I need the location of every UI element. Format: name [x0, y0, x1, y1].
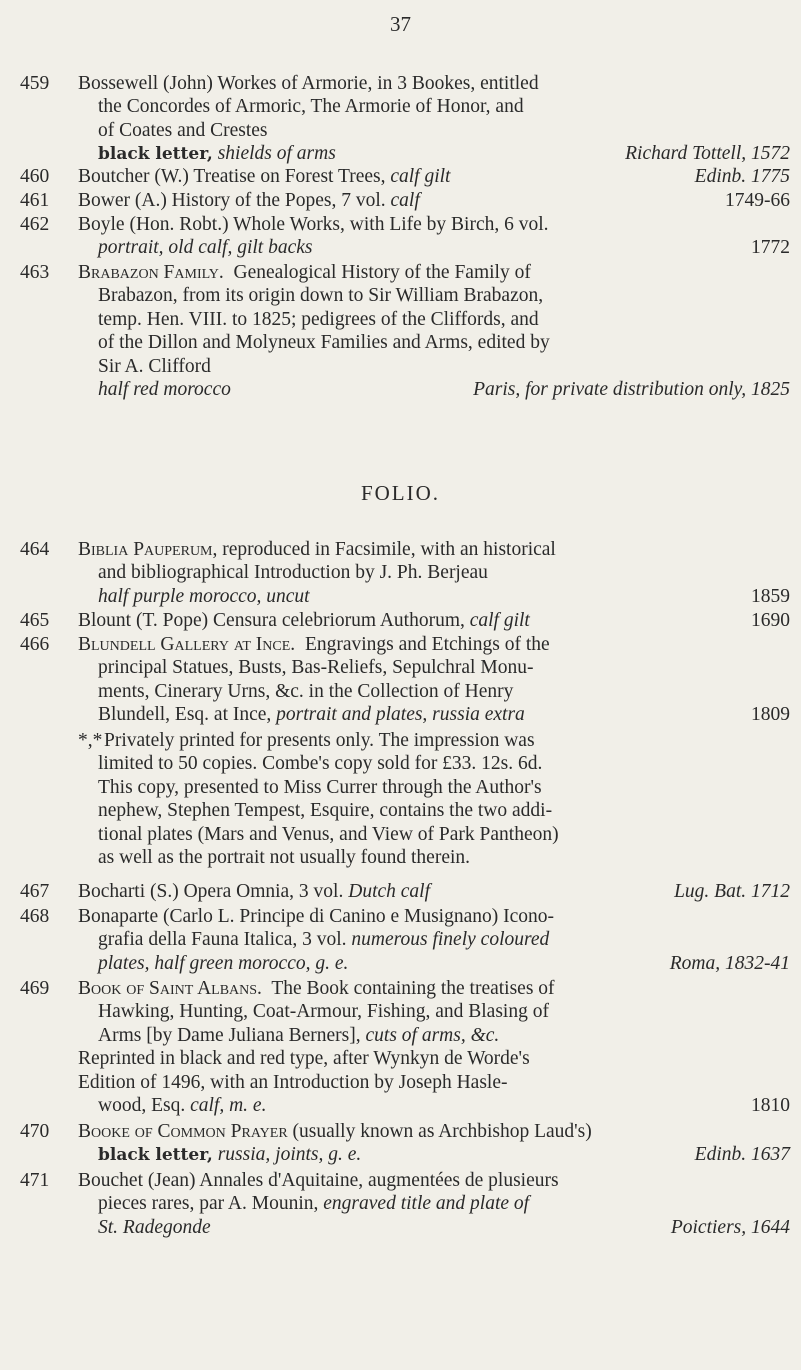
- catalogue-entry-471: [20, 1169, 790, 1239]
- imprint: 1749-66: [725, 190, 790, 211]
- lot-number: 463: [20, 262, 50, 283]
- imprint: Edinb. 1775: [694, 166, 790, 187]
- entry-line: nephew, Stephen Tempest, Esquire, contains the two addi-: [98, 800, 553, 822]
- lot-number: 460: [20, 166, 50, 187]
- lot-number: 461: [20, 190, 50, 211]
- entry-line: [78, 977, 790, 1000]
- entry-line: Bouchet (Jean) Annales d'Aquitaine, augmentées de plusieurs: [78, 1170, 559, 1191]
- entry-line: [78, 236, 790, 259]
- description: shields of arms: [217, 143, 336, 165]
- title: Genealogical History of the Family of: [233, 262, 531, 283]
- binding: portrait, old calf, gilt backs: [98, 237, 313, 259]
- entry-line: as well as the portrait not usually found therein.: [98, 847, 471, 869]
- asterism: *,*: [78, 730, 103, 751]
- imprint: 1690: [751, 610, 790, 631]
- entry-line: [78, 633, 790, 656]
- entry-line: This copy, presented to Miss Currer through the Author's: [98, 776, 542, 798]
- entry-line: tional plates (Mars and Venus, and View of Park Pantheon): [98, 823, 559, 845]
- catalogue-entry-465: [20, 609, 790, 632]
- entry-line: limited to 50 copies. Combe's copy sold for £33. 12s. 6d.: [98, 753, 543, 775]
- imprint: Lug. Bat. 1712: [674, 881, 790, 902]
- imprint: Richard Tottell, 1572: [625, 143, 790, 165]
- entry-line: Reprinted in black and red type, after Wynkyn de Worde's: [78, 1048, 530, 1070]
- entry-line: [78, 142, 790, 166]
- lot-number: 467: [20, 881, 50, 902]
- entry-line: [78, 1120, 790, 1143]
- entry-line: [78, 1143, 790, 1167]
- entry-line: [78, 165, 790, 188]
- imprint: 1810: [751, 1095, 790, 1117]
- catalogue-entry-460: [20, 165, 790, 188]
- entry-line: [78, 703, 790, 726]
- entry-line: Boyle (Hon. Robt.) Whole Works, with Life by Birch, 6 vol.: [78, 214, 549, 235]
- lot-number: 466: [20, 634, 50, 655]
- entry-line: ments, Cinerary Urns, &c. in the Collection of Henry: [98, 680, 514, 702]
- entry-line: of Coates and Crestes: [98, 119, 268, 141]
- binding: half red morocco: [98, 379, 231, 401]
- entry-line: Brabazon, from its origin down to Sir William Brabazon,: [98, 285, 544, 307]
- binding: plates, half green morocco, g. e.: [98, 952, 349, 974]
- entry-line: principal Statues, Busts, Bas-Reliefs, Sepulchral Monu-: [98, 657, 534, 679]
- catalogue-entry-461: [20, 189, 790, 212]
- catalogue-entry-466: [20, 633, 790, 727]
- binding: Dutch calf: [348, 881, 431, 902]
- lot-number: 468: [20, 906, 50, 927]
- lot-number: 459: [20, 73, 50, 94]
- catalogue-entry-470: [20, 1120, 790, 1168]
- lot-number: 469: [20, 978, 50, 999]
- binding-type: black letter,: [98, 144, 213, 165]
- section-heading: FOLIO.: [360, 481, 441, 505]
- title: Arms [by Dame Juliana Berners],: [98, 1024, 361, 1046]
- entry-line: [78, 928, 790, 951]
- entry-line: the Concordes of Armoric, The Armorie of Honor, and: [98, 96, 524, 118]
- catalogue-entry-469: [20, 977, 790, 1117]
- title: Bower (A.) History of the Popes, 7 vol.: [78, 190, 386, 211]
- lot-number: 464: [20, 539, 50, 560]
- heading: Biblia Pauperum,: [78, 539, 218, 560]
- catalogue-entry-459: [20, 72, 790, 167]
- title: Bocharti (S.) Opera Omnia, 3 vol.: [78, 881, 344, 902]
- entry-line: [78, 880, 790, 903]
- catalogue-entry-463: [20, 261, 790, 401]
- imprint: 1859: [751, 585, 790, 607]
- binding-type: black letter,: [98, 1145, 213, 1166]
- description: cuts of arms, &c.: [365, 1024, 500, 1046]
- title: wood, Esq.: [98, 1095, 186, 1117]
- title: pieces rares, par A. Mounin,: [98, 1193, 319, 1215]
- description: Blundell, Esq. at Ince,: [98, 704, 272, 726]
- title: The Book containing the treatises of: [271, 978, 555, 999]
- entry-line: Sir A. Clifford: [98, 355, 211, 377]
- entry-line: [78, 378, 790, 401]
- entry-line: of the Dillon and Molyneux Families and Arms, edited by: [98, 332, 550, 354]
- catalogue-note: [20, 729, 790, 869]
- title: reproduced in Facsimile, with an historical: [222, 539, 556, 560]
- entry-line: temp. Hen. VIII. to 1825; pedigrees of the Cliffords, and: [98, 308, 539, 330]
- imprint: 1772: [751, 237, 790, 259]
- entry-line: [78, 1024, 790, 1047]
- heading: Blundell Gallery at Ince.: [78, 634, 296, 655]
- imprint: Edinb. 1637: [694, 1144, 790, 1166]
- title: Engravings and Etchings of the: [304, 634, 550, 655]
- binding: half purple morocco, uncut: [98, 585, 310, 607]
- entry-line: [78, 189, 790, 212]
- entry-line: Bonaparte (Carlo L. Principe di Canino e Musignano) Icono-: [78, 906, 555, 927]
- lot-number: 471: [20, 1170, 50, 1191]
- catalogue-entry-462: [20, 213, 790, 260]
- entry-line: [78, 1216, 790, 1239]
- entry-line: Edition of 1496, with an Introduction by Joseph Hasle-: [78, 1071, 508, 1093]
- entry-line: [78, 952, 790, 975]
- imprint: 1809: [751, 704, 790, 726]
- lot-number: 470: [20, 1121, 50, 1142]
- entry-line: [78, 609, 790, 632]
- heading: Book of Saint Albans.: [78, 978, 262, 999]
- entry-line: [78, 261, 790, 284]
- entry-line: Hawking, Hunting, Coat-Armour, Fishing, and Blasing of: [98, 1001, 549, 1023]
- entry-line: [78, 1094, 790, 1117]
- imprint: Poictiers, 1644: [670, 1216, 790, 1238]
- imprint: Roma, 1832-41: [669, 952, 790, 974]
- title: Blount (T. Pope) Censura celebriorum Authorum,: [78, 610, 465, 631]
- catalogue-entry-464: [20, 538, 790, 608]
- title: grafia della Fauna Italica, 3 vol.: [98, 929, 347, 951]
- binding: calf gilt: [469, 610, 530, 631]
- binding: calf gilt: [390, 166, 451, 187]
- page-number: 37: [390, 12, 411, 36]
- binding: portrait and plates, russia extra: [276, 704, 525, 726]
- description: engraved title and plate of: [323, 1193, 530, 1215]
- entry-line: Privately printed for presents only. The impression was: [104, 730, 535, 751]
- title: Boutcher (W.) Treatise on Forest Trees,: [78, 166, 386, 187]
- lot-number: 462: [20, 214, 50, 235]
- imprint: Paris, for private distribution only, 1825: [473, 379, 790, 401]
- catalogue-entry-468: [20, 905, 790, 975]
- binding: calf, m. e.: [190, 1095, 267, 1117]
- entry-line: [78, 585, 790, 608]
- description: numerous finely coloured: [351, 929, 550, 951]
- entry-line: [78, 538, 790, 561]
- lot-number: 465: [20, 610, 50, 631]
- binding: russia, joints, g. e.: [217, 1144, 362, 1166]
- entry-line: Bossewell (John) Workes of Armorie, in 3 Bookes, entitled: [78, 73, 539, 94]
- entry-line: and bibliographical Introduction by J. Ph. Berjeau: [98, 562, 488, 584]
- entry-line: [78, 1192, 790, 1215]
- binding: calf: [390, 190, 420, 211]
- description: St. Radegonde: [98, 1216, 211, 1238]
- title: (usually known as Archbishop Laud's): [292, 1121, 592, 1142]
- heading: Booke of Common Prayer: [78, 1121, 288, 1142]
- catalogue-entry-467: [20, 880, 790, 903]
- heading: Brabazon Family.: [78, 262, 224, 283]
